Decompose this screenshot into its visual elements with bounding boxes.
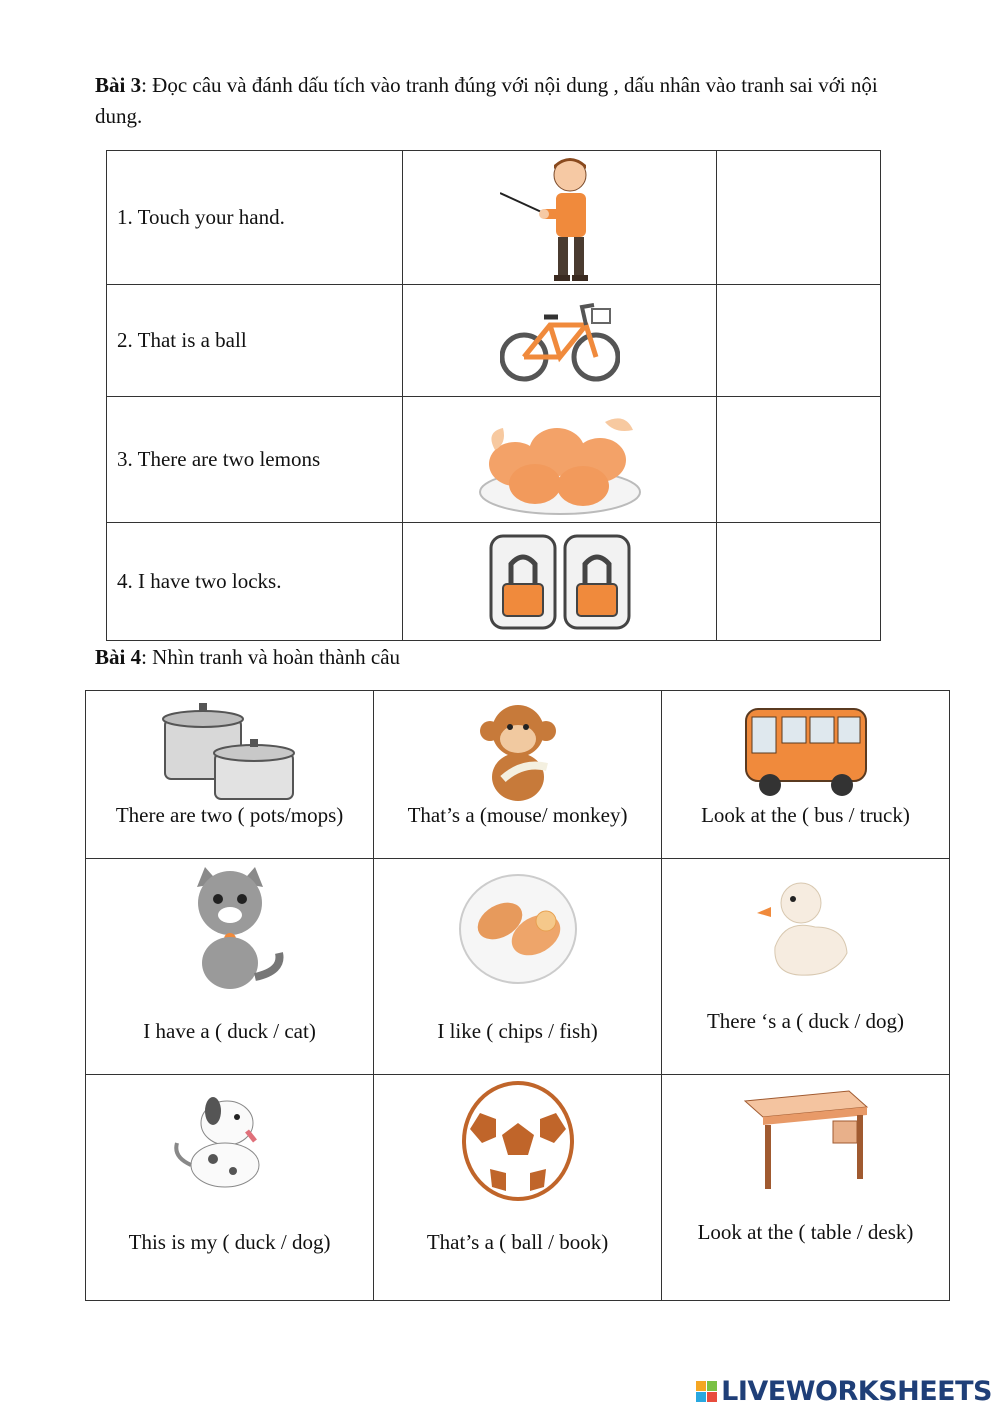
bus-icon (738, 697, 872, 801)
exercise-cell (374, 691, 662, 859)
table-row (107, 285, 881, 397)
answer-cell[interactable] (717, 285, 881, 397)
lemons-plate-icon (475, 402, 645, 518)
picture-cell (403, 151, 717, 285)
table-row (107, 397, 881, 523)
sentence-cell: 3. There are two lemons (107, 397, 403, 523)
exercise-cell (661, 691, 949, 859)
sentence-cell: 1. Touch your hand. (107, 151, 403, 285)
sentence-caption: Look at the ( table / desk) (697, 1220, 914, 1244)
table-row (107, 151, 881, 285)
sentence-caption: There ‘s a ( duck / dog) (706, 1009, 905, 1033)
exercise-4-heading (95, 642, 925, 673)
answer-cell[interactable] (717, 151, 881, 285)
exercise-4-label: Bài 4 (95, 645, 142, 669)
exercise-3-instruction: : Đọc câu và đánh dấu tích vào tranh đúng với nội dung , dấu nhân vào tranh sai với nội dung. (95, 73, 878, 128)
exercise-cell (86, 859, 374, 1075)
boy-touching-hand-icon (500, 153, 620, 283)
exercise-cell (661, 1075, 949, 1301)
exercise-4-instruction: : Nhìn tranh và hoàn thành câu (141, 645, 401, 669)
sentence-cell: 2. That is a ball (107, 285, 403, 397)
sentence-caption: I like ( chips / fish) (437, 1019, 598, 1043)
picture-cell (403, 523, 717, 641)
bicycle-icon (500, 295, 620, 387)
exercise-3-label: Bài 3 (95, 73, 142, 97)
sentence-caption: There are two ( pots/mops) (115, 803, 344, 827)
exercise-cell (661, 859, 949, 1075)
football-icon (460, 1079, 576, 1205)
liveworksheets-logo (696, 1376, 992, 1407)
exercise-3-heading (95, 70, 925, 132)
table-row (86, 859, 950, 1075)
answer-cell[interactable] (717, 397, 881, 523)
exercise-3-table (106, 150, 881, 641)
watermark-text: LIVEWORKSHEETS (721, 1376, 992, 1407)
picture-cell (403, 285, 717, 397)
sentence-caption: That’s a (mouse/ monkey) (407, 803, 628, 827)
table-row (86, 691, 950, 859)
logo-icon (696, 1381, 717, 1402)
pots-icon (155, 697, 305, 805)
exercise-cell (86, 1075, 374, 1301)
answer-cell[interactable] (717, 523, 881, 641)
sentence-caption: I have a ( duck / cat) (143, 1019, 316, 1043)
sentence-caption: Look at the ( bus / truck) (701, 803, 910, 827)
desk-icon (739, 1081, 871, 1193)
padlocks-icon (485, 530, 635, 634)
exercise-cell (374, 859, 662, 1075)
sentence-cell: 4. I have two locks. (107, 523, 403, 641)
monkey-icon (463, 695, 573, 803)
picture-cell (403, 397, 717, 523)
fish-plate-icon (456, 871, 580, 987)
exercise-4-table (85, 690, 950, 1301)
sentence-caption: That’s a ( ball / book) (426, 1230, 609, 1254)
sentence-caption: This is my ( duck / dog) (128, 1230, 331, 1254)
dog-icon (167, 1087, 293, 1197)
exercise-cell (374, 1075, 662, 1301)
table-row (107, 523, 881, 641)
duck-icon (755, 877, 855, 987)
exercise-cell (86, 691, 374, 859)
cat-icon (175, 867, 285, 997)
table-row (86, 1075, 950, 1301)
